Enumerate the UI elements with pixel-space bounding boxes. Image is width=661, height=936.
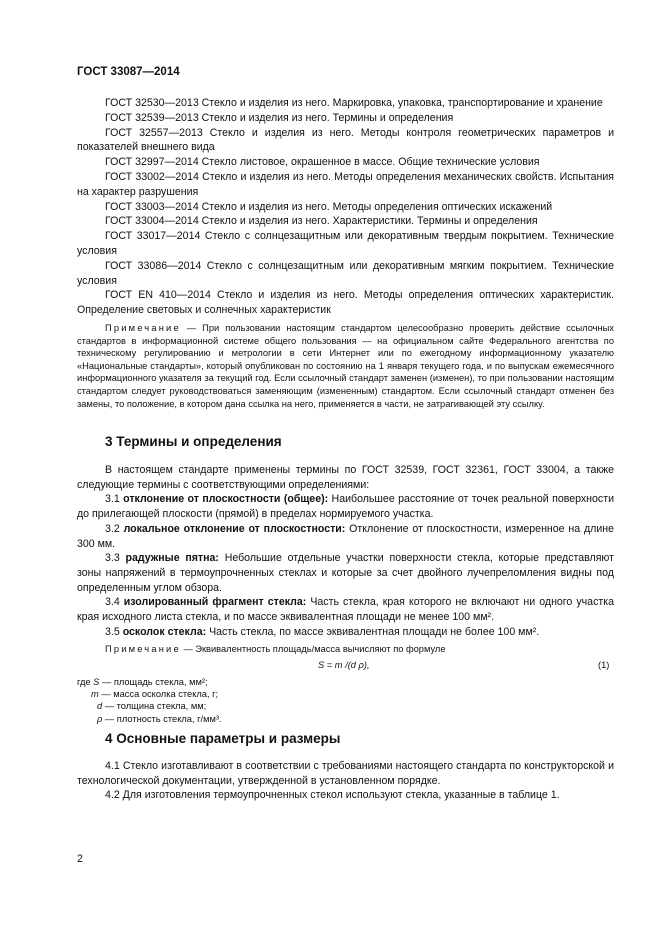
term-item: 3.4 изолированный фрагмент стекла: Часть стекла, края которого не включают ни одного участка края исходного листа стекла, и по массе эквивалентная площади не менее 100 мм². xyxy=(77,596,614,624)
section-4-heading: 4 Основные параметры и размеры xyxy=(105,731,341,746)
term-item: 3.5 осколок стекла: Часть стекла, по массе эквивалентная площади не более 100 мм². xyxy=(105,625,540,638)
reference-item: ГОСТ EN 410—2014 Стекло и изделия из него. Методы определения оптических характеристик. Определение световых и солнечных характеристик xyxy=(77,289,614,317)
legend-item: d — толщина стекла, мм; xyxy=(97,701,207,712)
note-label: Примечание xyxy=(105,323,181,333)
note-text: — При пользовании настоящим стандартом целесообразно проверить действие ссылочных стандартов в информационной системе общего пользования — на официальном сайте Федерального агентства по техническому регулированию и метрологии в сети Интернет или по ежегодному информационному указателю «Национальные стандарты», который опубликован по состоянию на 1 января текущего года, и по выпускам ежемесячного информационного указателя за текущий год. Если ссылочный стандарт заменен (изменен), то при пользовании настоящим стандартом следует руководствоваться заменяющим (измененным) стандартом. Если ссылочный стандарт отменен без замены, то положение, в котором дана ссылка на него, применяется в части, не затрагивающей эту ссылку. xyxy=(77,323,614,409)
formula: S = m /(d ρ), xyxy=(318,660,370,670)
section-3-intro: В настоящем стандарте применены термины по ГОСТ 32539, ГОСТ 32361, ГОСТ 33004, а также следующие термины с соответствующими определениями: xyxy=(77,464,614,491)
reference-item: ГОСТ 32539—2013 Стекло и изделия из него. Термины и определения xyxy=(105,111,454,124)
page-number: 2 xyxy=(77,853,83,865)
reference-item: ГОСТ 32997—2014 Стекло листовое, окрашенное в массе. Общие технические условия xyxy=(105,156,540,169)
formula-legend xyxy=(77,676,222,725)
paragraph: 4.1 Стекло изготавливают в соответствии с требованиями настоящего стандарта по конструкторской и технологической документации, утвержденной в установленном порядке. xyxy=(77,760,614,787)
note-text: — Эквивалентность площадь/масса вычисляют по формуле xyxy=(183,644,446,654)
section-4-body xyxy=(77,759,614,803)
reference-item: ГОСТ 33017—2014 Стекло с солнцезащитным или декоративным твердым покрытием. Технические условия xyxy=(77,230,614,257)
reference-item: ГОСТ 32557—2013 Стекло и изделия из него. Методы контроля геометрических параметров и показателей внешнего вида xyxy=(77,126,614,154)
term-item: 3.2 локальное отклонение от плоскостности: Отклонение от плоскостности, измеренное на длине 300 мм. xyxy=(77,522,614,550)
document-header: ГОСТ 33087—2014 xyxy=(77,66,180,78)
references-note xyxy=(77,322,614,410)
reference-item: ГОСТ 33004—2014 Стекло и изделия из него. Характеристики. Термины и определения xyxy=(105,215,538,228)
note-label: Примечание xyxy=(105,644,181,654)
legend-item: где S — площадь стекла, мм²; xyxy=(77,677,208,687)
paragraph: 4.2 Для изготовления термоупрочненных стекол используют стекла, указанные в таблице 1. xyxy=(105,789,560,802)
normative-references-list xyxy=(77,96,614,318)
reference-item: ГОСТ 33003—2014 Стекло и изделия из него. Методы определения оптических искажений xyxy=(105,200,553,213)
legend-item: m — масса осколка стекла, г; xyxy=(91,689,219,700)
formula-note xyxy=(105,644,446,654)
section-3-body xyxy=(77,463,614,639)
section-3-heading: 3 Термины и определения xyxy=(105,434,282,449)
legend-item: ρ — плотность стекла, г/мм³. xyxy=(97,713,222,724)
term-item: 3.1 отклонение от плоскостности (общее): Наибольшее расстояние от точек реальной поверхности до прилегающей плоскости (прямой) в пределах нормируемого участка. xyxy=(77,493,614,521)
term-item: 3.3 радужные пятна: Небольшие отдельные участки поверхности стекла, которые представляют зоны напряжений в термоупрочненных стеклах и которые за счет двойного лучепреломления видны под определенным углом обзора. xyxy=(77,552,614,594)
formula-number: (1) xyxy=(598,660,610,670)
reference-item: ГОСТ 33086—2014 Стекло с солнцезащитным или декоративным мягким покрытием. Технические условия xyxy=(77,259,614,287)
reference-item: ГОСТ 33002—2014 Стекло и изделия из него. Методы определения механических свойств. Испытания на характер разрушения xyxy=(77,170,614,198)
reference-item: ГОСТ 32530—2013 Стекло и изделия из него. Маркировка, упаковка, транспортирование и хранение xyxy=(105,97,603,109)
